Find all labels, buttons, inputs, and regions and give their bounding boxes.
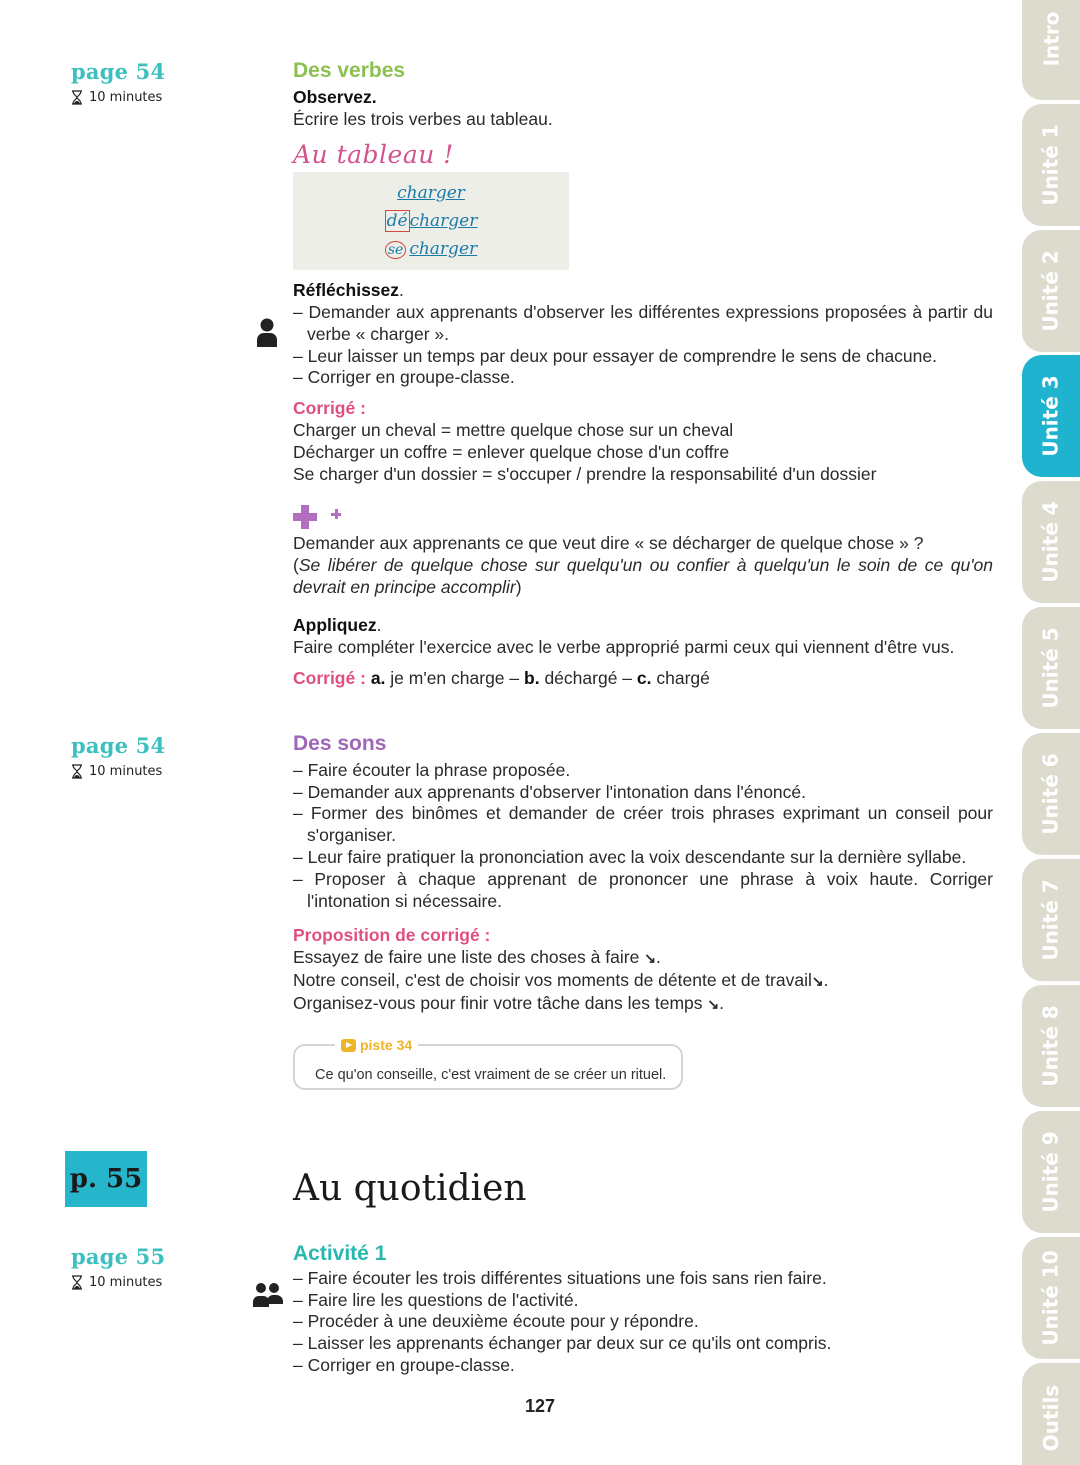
duration <box>71 1275 165 1290</box>
tableau-word <box>397 181 465 205</box>
tab-unite-3[interactable] <box>1022 355 1080 477</box>
tab-unite-4[interactable] <box>1022 481 1080 603</box>
proposition-text: Essayez de faire une liste des choses à faire <box>293 947 640 968</box>
reflechissez-block: Réfléchissez. – Demander aux apprenants d'observer les différentes expressions proposées à partir du verbe « charger ». – Leur laisser un temps par deux pour essayer de comprendre le sens de chacune. – Corriger en groupe-classe. <box>293 280 993 389</box>
prefix-circle: se <box>385 241 406 259</box>
list-item: – Laisser les apprenants échanger par deux sur ce qu'ils ont compris. <box>293 1333 993 1355</box>
observez-text: Écrire les trois verbes au tableau. <box>293 108 553 129</box>
answer-text: déchargé – <box>544 668 633 689</box>
quotidien-meta <box>71 1244 165 1290</box>
observez-label: Observez. <box>293 86 377 107</box>
tab-label: Unité 1 <box>1039 124 1063 206</box>
page-number: 127 <box>524 1396 556 1416</box>
duration <box>71 90 165 105</box>
tab-unite-10[interactable] <box>1022 1237 1080 1359</box>
word-root: charger <box>409 210 478 231</box>
page-reference: page 54 <box>71 733 166 758</box>
word-root: charger <box>409 238 478 259</box>
verbes-meta <box>71 59 165 105</box>
activity-title: Activité 1 <box>293 1242 387 1265</box>
hourglass-icon <box>71 764 83 779</box>
proposition-line: Essayez de faire une liste des choses à faire ↘. <box>293 947 661 968</box>
plus-icons <box>293 499 993 529</box>
tab-label: Unité 4 <box>1039 501 1063 583</box>
answer-text: chargé <box>656 668 710 689</box>
section-des-verbes <box>293 60 993 690</box>
list-item: – Demander aux apprenants d'observer l'intonation dans l'énoncé. <box>293 782 993 804</box>
section-heading: Au quotidien <box>293 1168 527 1209</box>
list-item: – Corriger en groupe-classe. <box>293 367 993 389</box>
falling-arrow-icon: ↘ <box>707 995 720 1012</box>
proposition-label: Proposition de corrigé : <box>293 925 491 946</box>
sons-list <box>293 760 993 913</box>
proposition-text: Notre conseil, c'est de choisir vos moments de détente et de travail <box>293 969 812 990</box>
unit-tabs <box>1022 0 1080 1465</box>
page-reference: page 54 <box>71 59 166 84</box>
appliquez-text: Faire compléter l'exercice avec le verbe approprié parmi ceux qui viennent d'être vus. <box>293 636 955 657</box>
reflechissez-label: Réfléchissez <box>293 280 400 301</box>
tab-intro[interactable] <box>1022 0 1080 100</box>
appliquez-block: Appliquez. Faire compléter l'exercice avec le verbe approprié parmi ceux qui viennent d'être vus. Corrigé : a. je m'en charge – b. déchargé – c. chargé <box>293 615 993 690</box>
corrige-line: Charger un cheval = mettre quelque chose sur un cheval <box>293 419 734 440</box>
tab-label: Intro <box>1039 11 1063 67</box>
plus-icon <box>293 505 317 529</box>
duration <box>71 764 165 779</box>
audio-track-box <box>293 1036 683 1090</box>
tableau-box <box>293 172 569 270</box>
activity-list <box>293 1268 993 1377</box>
answer-letter: c. <box>636 668 652 689</box>
page-badge: p. 55 <box>65 1151 147 1207</box>
tab-label: Unité 6 <box>1039 753 1063 835</box>
section-title: Des verbes <box>293 59 406 82</box>
proposition-block <box>293 925 993 1015</box>
duration-text: 10 minutes <box>89 90 163 105</box>
paren: ( <box>293 555 299 576</box>
corrige-label: Corrigé : <box>293 398 366 419</box>
tab-unite-9[interactable] <box>1022 1111 1080 1233</box>
sons-meta <box>71 733 165 779</box>
pair-work-icon <box>252 1282 284 1308</box>
appliquez-label: Appliquez <box>293 614 377 635</box>
tableau-word <box>385 209 478 233</box>
tab-outils[interactable] <box>1022 1363 1080 1465</box>
tableau-word <box>385 237 477 262</box>
word-charger: charger <box>397 182 465 203</box>
tab-label: Outils <box>1039 1384 1064 1452</box>
tab-label: Unité 7 <box>1039 879 1063 961</box>
reflechissez-list <box>293 302 993 389</box>
proposition-text: Organisez-vous pour finir votre tâche dans les temps <box>293 992 703 1013</box>
tab-unite-5[interactable] <box>1022 607 1080 729</box>
list-item: – Procéder à une deuxième écoute pour y répondre. <box>293 1311 993 1333</box>
proposition-line: Organisez-vous pour finir votre tâche dans les temps ↘. <box>293 992 724 1013</box>
answer-letter: b. <box>524 668 540 689</box>
corrige-line: Décharger un coffre = enlever quelque chose d'un coffre <box>293 441 730 462</box>
answer-text: je m'en charge – <box>390 668 520 689</box>
tab-unite-7[interactable] <box>1022 859 1080 981</box>
prefix-box: dé <box>386 210 408 231</box>
tab-label: Unité 3 <box>1039 375 1063 457</box>
falling-arrow-icon: ↘ <box>811 972 824 989</box>
list-item: – Proposer à chaque apprenant de prononcer une phrase à voix haute. Corriger l'intonation si nécessaire. <box>293 869 993 913</box>
paren: ) <box>515 576 522 597</box>
section-activite-1 <box>293 1243 993 1377</box>
tab-label: Unité 8 <box>1039 1005 1063 1087</box>
list-item: – Leur faire pratiquer la prononciation avec la voix descendante sur la dernière syllabe. <box>293 847 993 869</box>
duration-text: 10 minutes <box>89 1275 163 1290</box>
plus-block <box>293 499 993 598</box>
duration-text: 10 minutes <box>89 764 163 779</box>
list-item: – Former des binômes et demander de créer trois phrases exprimant un conseil pour s'organiser. <box>293 803 993 847</box>
plus-question: Demander aux apprenants ce que veut dire « se décharger de quelque chose » ? <box>293 533 924 554</box>
plus-small-icon <box>331 509 341 519</box>
tab-label: Unité 9 <box>1039 1131 1063 1213</box>
corrige2-line <box>293 668 993 690</box>
tab-unite-8[interactable] <box>1022 985 1080 1107</box>
hourglass-icon <box>71 1275 83 1290</box>
track-number: piste 34 <box>360 1036 413 1053</box>
tab-unite-6[interactable] <box>1022 733 1080 855</box>
list-item: – Demander aux apprenants d'observer les différentes expressions proposées à partir du verbe « charger ». <box>293 302 993 346</box>
plus-answer <box>293 555 993 599</box>
tableau-title: Au tableau ! <box>293 140 454 170</box>
tab-label: Unité 10 <box>1039 1250 1064 1346</box>
hourglass-icon <box>71 90 83 105</box>
falling-arrow-icon: ↘ <box>644 950 656 967</box>
section-title: Des sons <box>293 732 387 755</box>
list-item: – Faire lire les questions de l'activité. <box>293 1290 993 1312</box>
audio-track-label[interactable] <box>335 1035 418 1057</box>
section-des-sons <box>293 733 993 1090</box>
answer-letter: a. <box>370 668 386 689</box>
tab-unite-1[interactable] <box>1022 104 1080 226</box>
corrige-line: Se charger d'un dossier = s'occuper / prendre la responsabilité d'un dossier <box>293 463 877 484</box>
person-icon <box>256 318 278 348</box>
tab-label: Unité 5 <box>1039 627 1063 709</box>
corrige-block <box>293 398 993 485</box>
list-item: – Leur laisser un temps par deux pour essayer de comprendre le sens de chacune. <box>293 346 993 368</box>
tab-unite-2[interactable] <box>1022 230 1080 352</box>
page-reference: page 55 <box>71 1244 166 1269</box>
tab-label: Unité 2 <box>1039 250 1063 332</box>
list-item: – Corriger en groupe-classe. <box>293 1355 993 1377</box>
proposition-line: Notre conseil, c'est de choisir vos moments de détente et de travail↘. <box>293 969 829 990</box>
play-icon[interactable] <box>341 1039 356 1052</box>
corrige-label: Corrigé : <box>293 668 366 689</box>
plus-answer-text: Se libérer de quelque chose sur quelqu'un ou confier à quelqu'un le soin de ce qu'on devrait en principe accomplir <box>293 555 993 597</box>
list-item: – Faire écouter les trois différentes situations une fois sans rien faire. <box>293 1268 993 1290</box>
list-item: – Faire écouter la phrase proposée. <box>293 760 993 782</box>
audio-transcript: Ce qu'on conseille, c'est vraiment de se créer un rituel. <box>315 1066 667 1083</box>
